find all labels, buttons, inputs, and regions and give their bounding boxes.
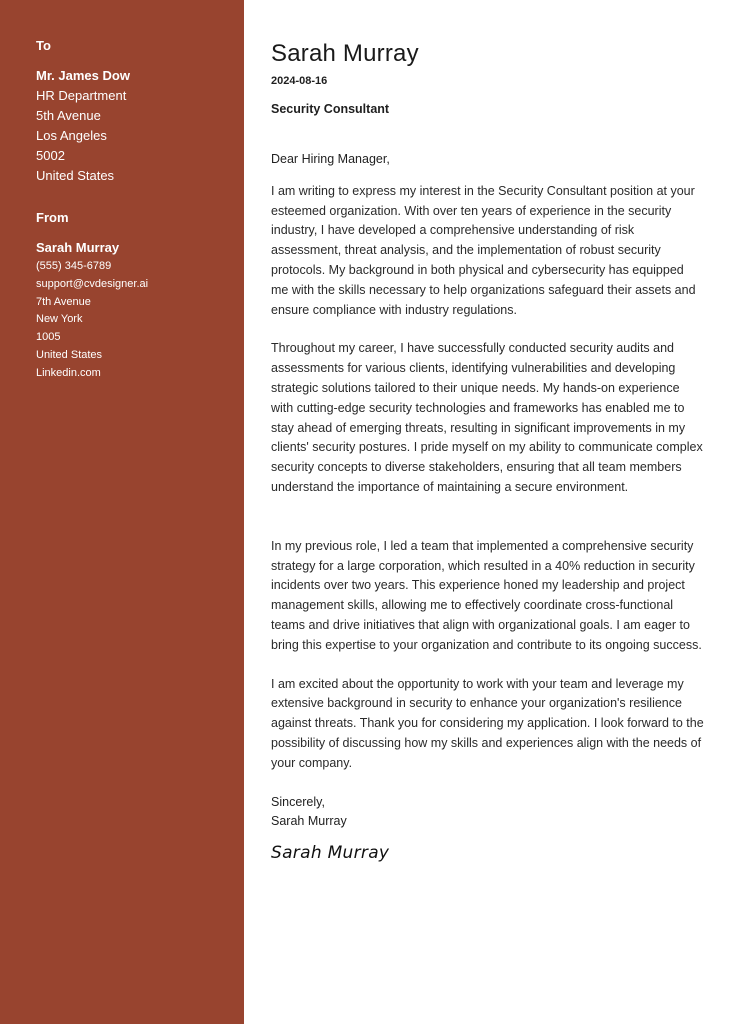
recipient-street: 5th Avenue: [36, 108, 101, 123]
sender-zip: 1005: [36, 331, 61, 344]
letter-body: [244, 0, 730, 1024]
paragraph-1: I am writing to express my interest in the Security Consultant position at your esteemed organization. With over ten years of experience in the security industry, I have developed a comprehensive understanding of risk assessment, threat analysis, and the implementation of robust security protocols. My background in both physical and cybersecurity has equipped me with the skills necessary to help organizations safeguard their assets and ensure compliance with industry regulations.: [271, 183, 696, 317]
sender-heading: From: [36, 210, 69, 225]
paragraph-3: In my previous role, I led a team that implemented a comprehensive security strategy for a large corporation, which resulted in a 40% reduction in security incidents over two years. This experience honed my leadership and project management skills, allowing me to effectively coordinate cross-functional teams and drive initiatives that align with organizational goals. I am eager to bring this expertise to your organization and contribute to its ongoing success.: [271, 538, 702, 652]
letter-date: 2024-08-16: [271, 75, 328, 87]
sender-street: 7th Avenue: [36, 295, 91, 308]
recipient-block: [36, 38, 224, 186]
sender-block: [36, 210, 224, 383]
recipient-heading: To: [36, 38, 51, 53]
paragraph-2: Throughout my career, I have successfully conducted security audits and assessments for various clients, identifying vulnerabilities and developing strategic solutions tailored to their unique needs. My hands-on experience with cutting-edge security technologies and frameworks has enabled me to stay ahead of emerging threats, resulting in significant improvements in my clients' security postures. I pride myself on my ability to communicate complex security concepts to diverse stakeholders, ensuring that all team members understand the importance of maintaining a secure environment.: [271, 341, 703, 494]
sender-phone: (555) 345-6789: [36, 260, 112, 272]
sender-country: United States: [36, 348, 103, 361]
handwritten-signature: Sarah Murray: [271, 843, 390, 864]
greeting: Dear Hiring Manager,: [271, 152, 390, 166]
recipient-name: Mr. James Dow: [36, 68, 130, 83]
closing-salutation: Sincerely,: [271, 794, 325, 809]
sender-name: Sarah Murray: [36, 240, 120, 255]
recipient-department: HR Department: [36, 88, 127, 103]
sender-email: support@cvdesigner.ai: [36, 277, 149, 290]
closing-name: Sarah Murray: [271, 814, 347, 829]
paragraph-4: I am excited about the opportunity to work with your team and leverage my extensive background in security to enhance your organization's resilience against threats. Thank you for considering my application. I look forward to the possibility of discussing how my skills and experiences align with the needs of your company.: [271, 676, 704, 770]
recipient-city: Los Angeles: [36, 128, 107, 143]
sender-website: Linkedin.com: [36, 366, 101, 379]
closing-block: [271, 793, 704, 833]
recipient-zip: 5002: [36, 148, 65, 163]
sender-city: New York: [36, 313, 83, 326]
recipient-country: United States: [36, 168, 115, 183]
contact-sidebar: [0, 0, 244, 1024]
position-title: Security Consultant: [271, 102, 390, 116]
letter-author-name: Sarah Murray: [271, 40, 419, 67]
